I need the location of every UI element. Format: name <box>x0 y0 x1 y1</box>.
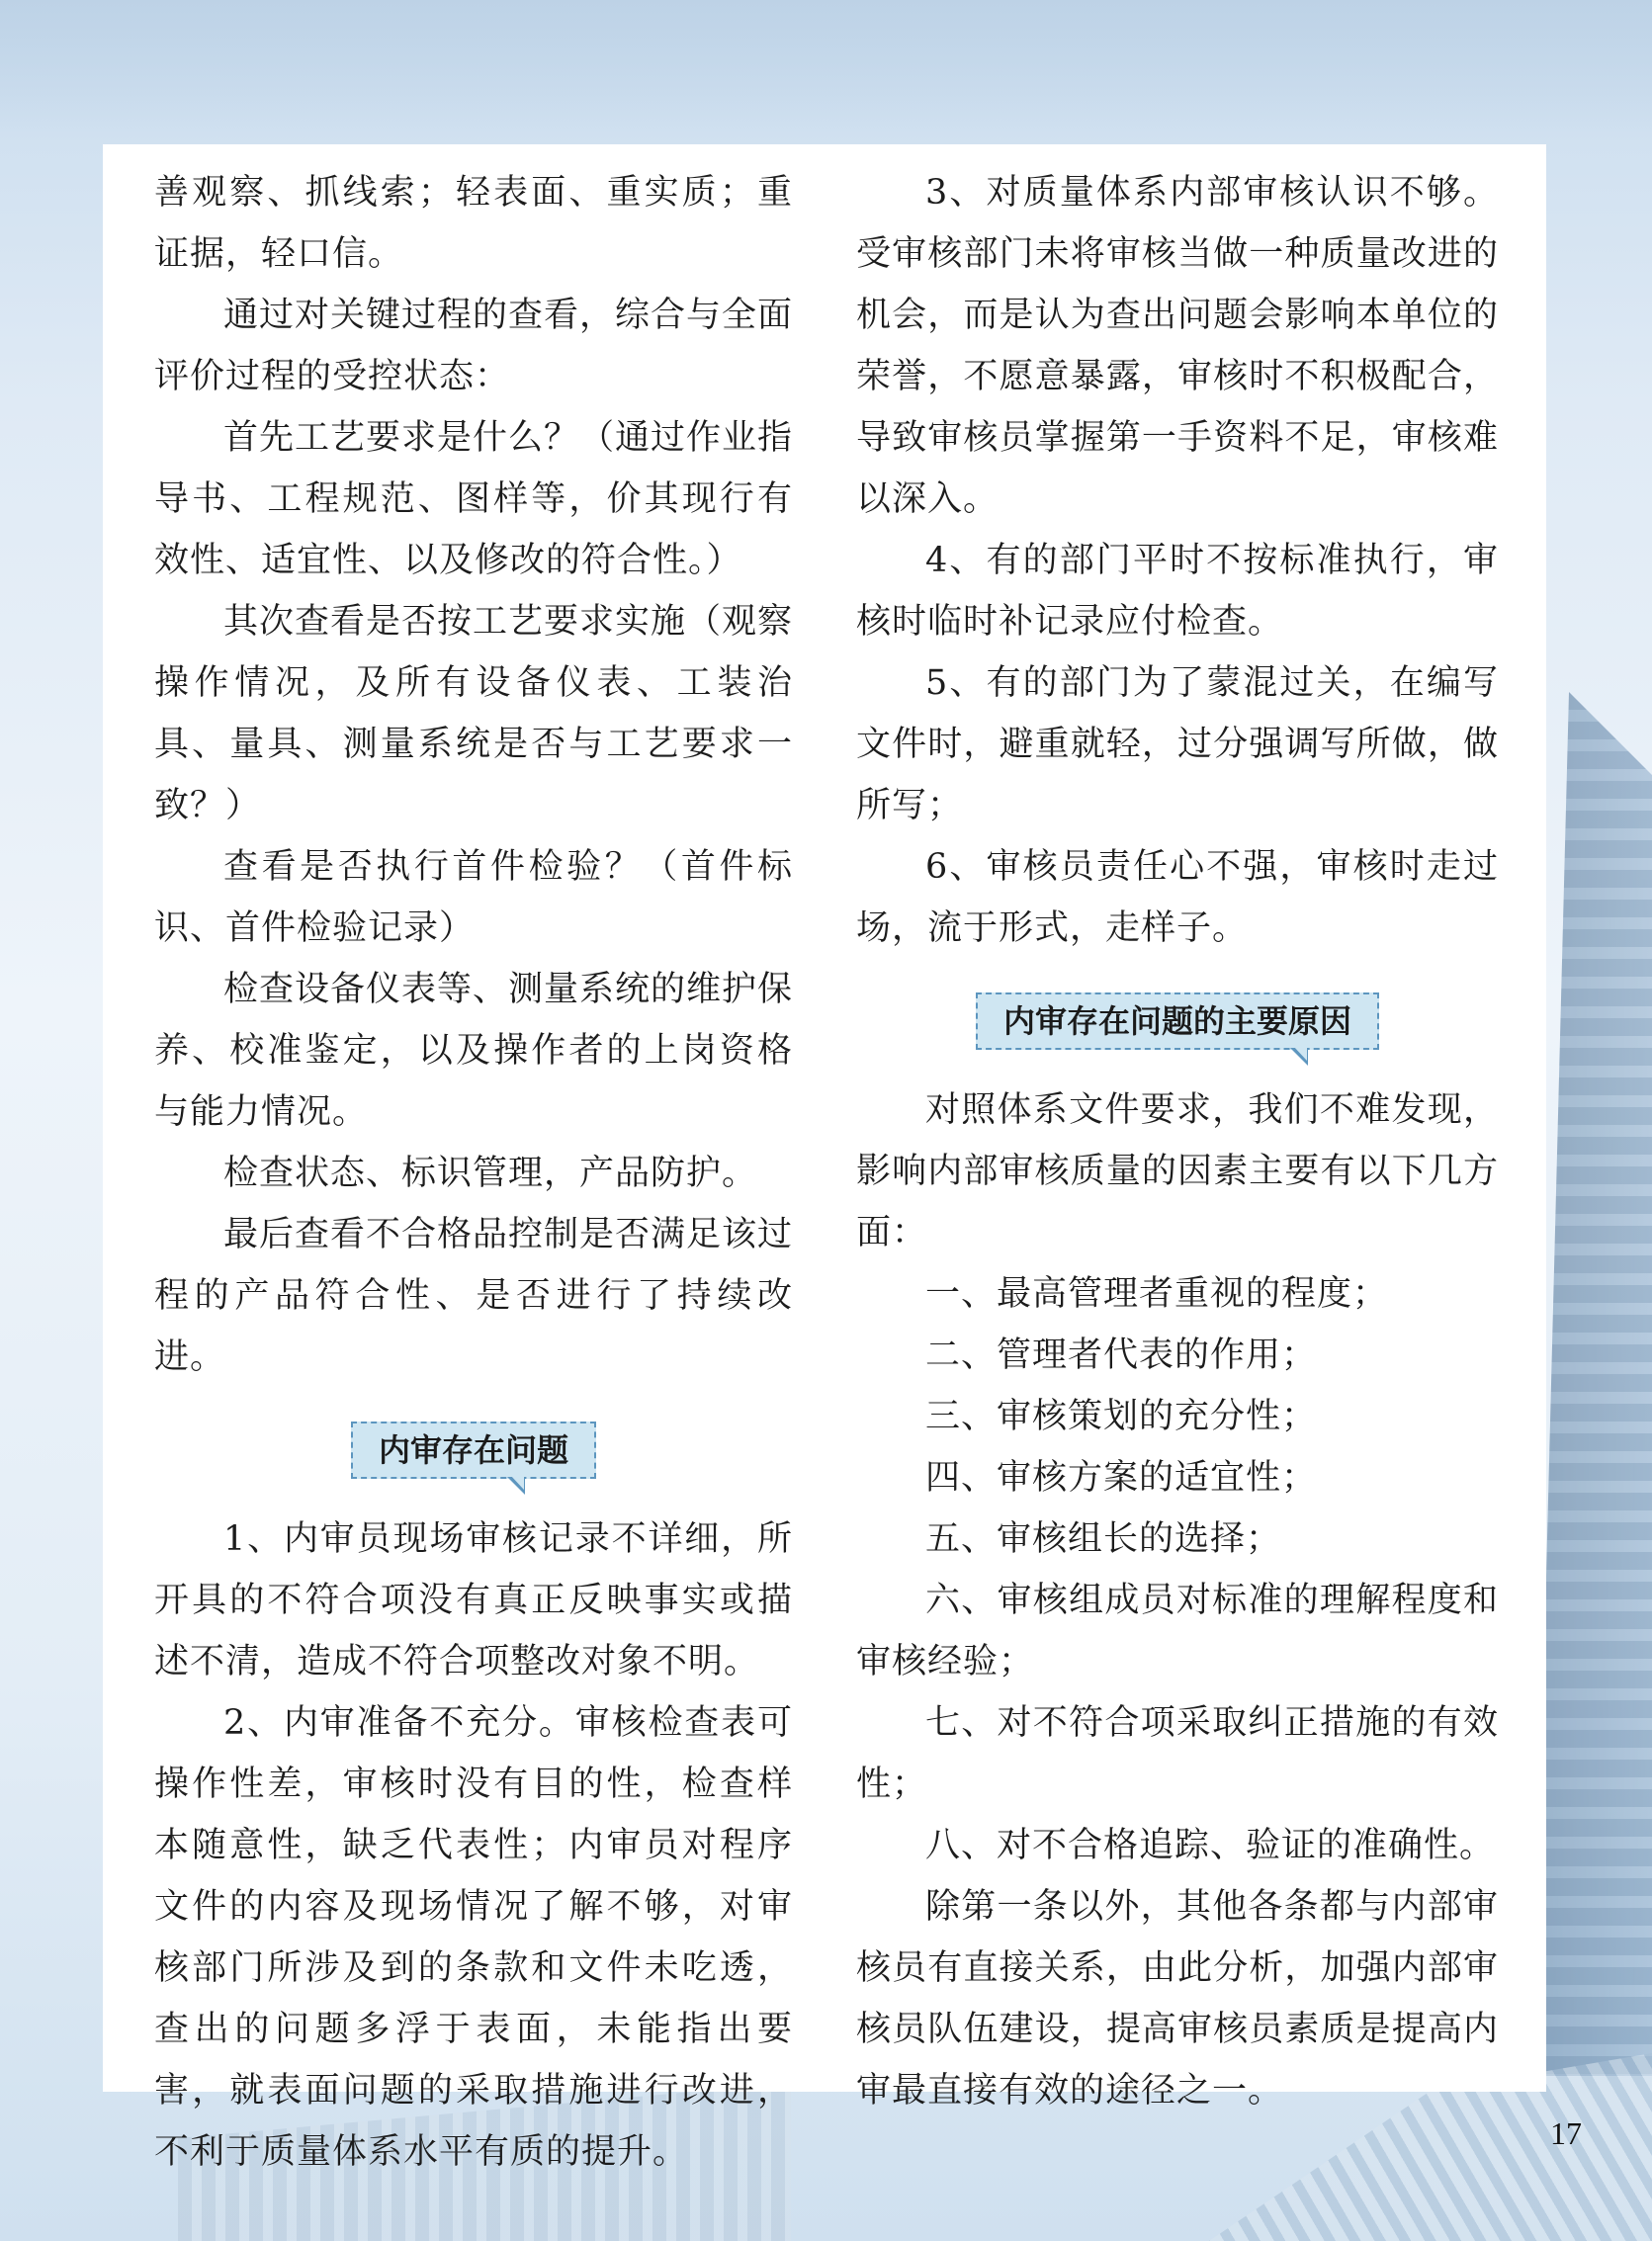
paragraph: 1、内审员现场审核记录不详细，所开具的不符合项没有真正反映事实或描述不清，造成不符合项整改对象不明。 <box>154 1519 793 1681</box>
section-heading-text: 内审存在问题的主要原因 <box>1002 1002 1351 1040</box>
paragraph: 5、有的部门为了蒙混过关，在编写文件时，避重就轻，过分强调写所做，做所写； <box>856 663 1499 825</box>
paragraph: 七、对不符合项采取纠正措施的有效性； <box>856 1703 1499 1804</box>
left-paragraphs-bottom <box>154 1508 793 2183</box>
speech-bubble-tail-icon <box>1290 1048 1308 1066</box>
section-heading-text: 内审存在问题 <box>378 1431 568 1469</box>
section-heading <box>976 992 1379 1050</box>
left-paragraphs-top <box>154 162 793 1388</box>
paragraph: 检查状态、标识管理，产品防护。 <box>223 1154 758 1193</box>
section-heading <box>351 1422 596 1479</box>
paragraph: 检查设备仪表等、测量系统的维护保养、校准鉴定，以及操作者的上岗资格与能力情况。 <box>154 970 794 1132</box>
right-paragraphs-bottom <box>856 1079 1499 2121</box>
paragraph: 6、审核员责任心不强，审核时走过场，流于形式，走样子。 <box>856 847 1499 948</box>
right-column <box>856 162 1499 2121</box>
left-column <box>154 162 793 2183</box>
paragraph: 其次查看是否按工艺要求实施（观察操作情况，及所有设备仪表、工装治具、量具、测量系统是否与工艺要求一致？） <box>154 602 794 825</box>
paragraph: 六、审核组成员对标准的理解程度和审核经验； <box>856 1581 1499 1681</box>
paragraph: 四、审核方案的适宜性； <box>925 1458 1318 1498</box>
paragraph: 首先工艺要求是什么？（通过作业指导书、工程规范、图样等，价其现行有效性、适宜性、以及修改的符合性。） <box>154 418 794 580</box>
sky-building-image-top <box>0 0 1652 138</box>
section-heading-wrap-right <box>856 992 1499 1050</box>
paragraph: 善观察、抓线索；轻表面、重实质；重证据，轻口信。 <box>154 173 793 274</box>
paragraph: 2、内审准备不充分。审核检查表可操作性差，审核时没有目的性，检查样本随意性，缺乏代表性；内审员对程序文件的内容及现场情况了解不够，对审核部门所涉及到的条款和文件未吃透，查出的问题多浮于表面，未能指出要害，就表面问题的采取措施进行改进，不利于质量体系水平有质的提升。 <box>154 1703 793 2172</box>
speech-bubble-tail-icon <box>507 1477 525 1495</box>
right-paragraphs-top <box>856 162 1499 959</box>
paragraph: 五、审核组长的选择； <box>925 1519 1282 1559</box>
paragraph: 三、审核策划的充分性； <box>925 1397 1318 1436</box>
paragraph: 一、最高管理者重视的程度； <box>925 1274 1389 1314</box>
paragraph: 通过对关键过程的查看，综合与全面评价过程的受控状态： <box>154 296 794 396</box>
paragraph: 3、对质量体系内部审核认识不够。受审核部门未将审核当做一种质量改进的机会，而是认为查出问题会影响本单位的荣誉，不愿意暴露，审核时不积极配合，导致审核员掌握第一手资料不足，审核难以深入。 <box>856 173 1499 519</box>
paragraph: 最后查看不合格品控制是否满足该过程的产品符合性、是否进行了持续改进。 <box>154 1215 794 1377</box>
paragraph: 除第一条以外，其他各条都与内部审核员有直接关系，由此分析，加强内部审核员队伍建设，提高审核员素质是提高内审最直接有效的途径之一。 <box>856 1887 1499 2111</box>
paragraph: 对照体系文件要求，我们不难发现，影响内部审核质量的因素主要有以下几方面： <box>856 1090 1499 1252</box>
section-heading-wrap-left <box>154 1422 793 1479</box>
paragraph: 二、管理者代表的作用； <box>925 1336 1318 1375</box>
paragraph: 查看是否执行首件检验？（首件标识、首件检验记录） <box>154 847 793 948</box>
page-number: 17 <box>1550 2115 1582 2151</box>
article-panel <box>103 144 1546 2172</box>
paragraph: 4、有的部门平时不按标准执行，审核时临时补记录应付检查。 <box>856 541 1499 642</box>
paragraph: 八、对不合格追踪、验证的准确性。 <box>925 1826 1496 1865</box>
building-image-right <box>1533 692 1652 2076</box>
